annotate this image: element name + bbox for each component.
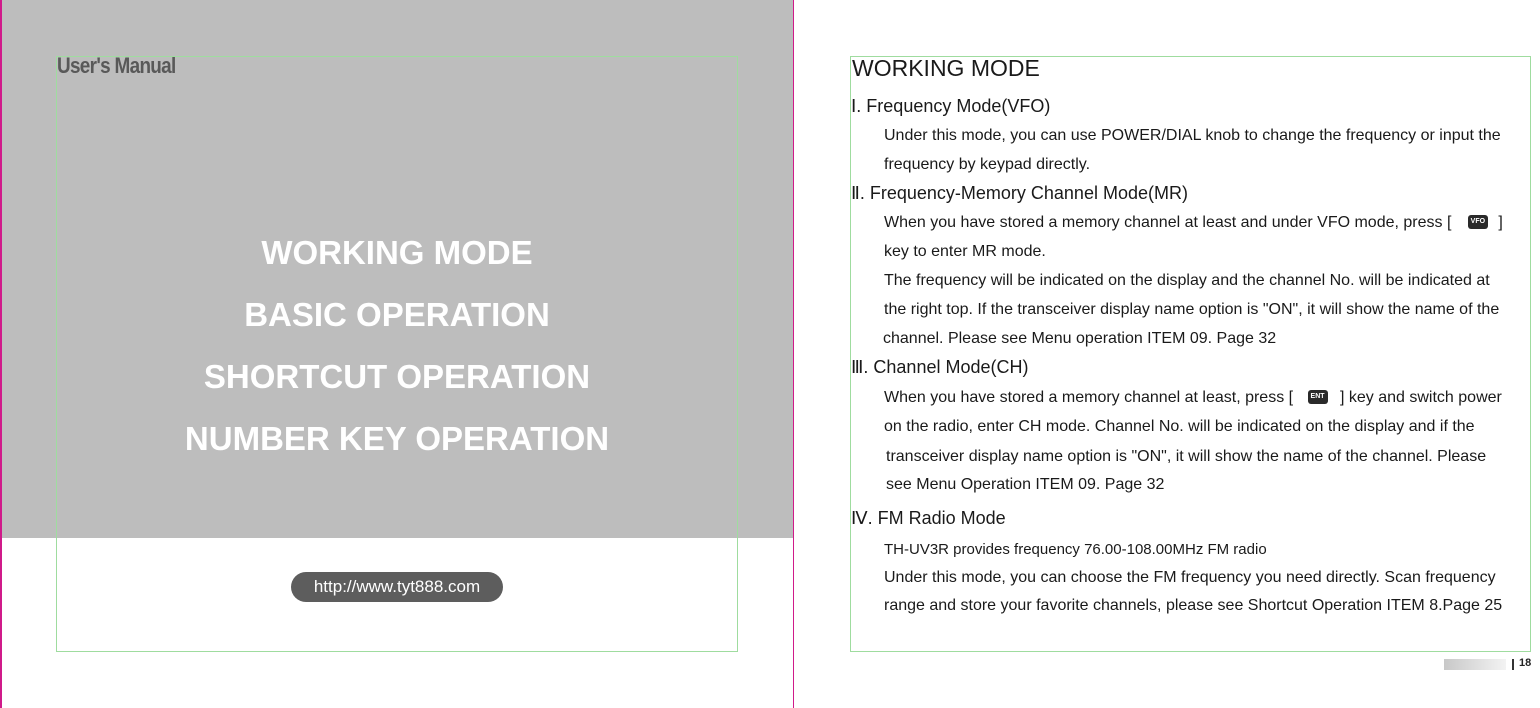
body-line: the right top. If the transceiver display name option is "ON", it will show the name of the	[884, 301, 1500, 318]
page-number: 18	[1519, 657, 1532, 669]
body-line: on the radio, enter CH mode. Channel No. will be indicated on the display and if the	[884, 418, 1475, 435]
body-line-text: When you have stored a memory channel at least and under VFO mode, press [	[884, 214, 1452, 231]
section-heading-fm: Ⅳ. FM Radio Mode	[851, 508, 1006, 528]
body-line: Under this mode, you can use POWER/DIAL knob to change the frequency or input the	[884, 127, 1501, 144]
topic-number-key-operation: NUMBER KEY OPERATION	[184, 420, 610, 457]
section-heading-vfo: Ⅰ. Frequency Mode(VFO)	[851, 96, 1051, 116]
body-line: range and store your favorite channels, please see Shortcut Operation ITEM 8.Page 25	[884, 597, 1503, 614]
section-heading-mr: Ⅱ. Frequency-Memory Channel Mode(MR)	[851, 183, 1188, 203]
body-line: TH-UV3R provides frequency 76.00-108.00MHz FM radio	[884, 541, 1267, 558]
vfo-key-icon: VFO	[1468, 215, 1488, 229]
ent-key-icon: ENT	[1308, 390, 1328, 404]
manual-header: User's Manual	[57, 53, 176, 78]
body-line: frequency by keypad directly.	[884, 156, 1091, 173]
body-line: transceiver display name option is "ON", it will show the name of the channel. Please	[886, 448, 1487, 465]
page-title: WORKING MODE	[852, 55, 1040, 81]
page-number-tick	[1512, 659, 1514, 670]
body-line: key to enter MR mode.	[884, 243, 1046, 260]
body-line-text: ] key and switch power	[1340, 389, 1502, 406]
body-line: see Menu Operation ITEM 09. Page 32	[886, 476, 1165, 493]
body-line: Under this mode, you can choose the FM frequency you need directly. Scan frequency	[884, 569, 1496, 586]
bracket-close: ]	[1498, 214, 1503, 231]
body-line-text: When you have stored a memory channel at least, press [	[884, 389, 1294, 406]
topic-list	[60, 222, 734, 470]
page-number-bar	[1444, 659, 1506, 670]
body-line: The frequency will be indicated on the display and the channel No. will be indicated at	[884, 272, 1490, 289]
body-line	[884, 389, 1502, 407]
topic-shortcut-operation: SHORTCUT OPERATION	[203, 358, 591, 395]
page-edge-line	[0, 0, 2, 708]
section-heading-ch: Ⅲ. Channel Mode(CH)	[851, 357, 1029, 377]
topic-working-mode: WORKING MODE	[261, 234, 533, 271]
website-url: http://www.tyt888.com	[291, 572, 503, 602]
right-margin-guide	[850, 56, 1531, 652]
topic-basic-operation: BASIC OPERATION	[244, 296, 550, 333]
body-line	[884, 214, 1503, 232]
body-line: channel. Please see Menu operation ITEM 09. Page 32	[883, 330, 1277, 347]
